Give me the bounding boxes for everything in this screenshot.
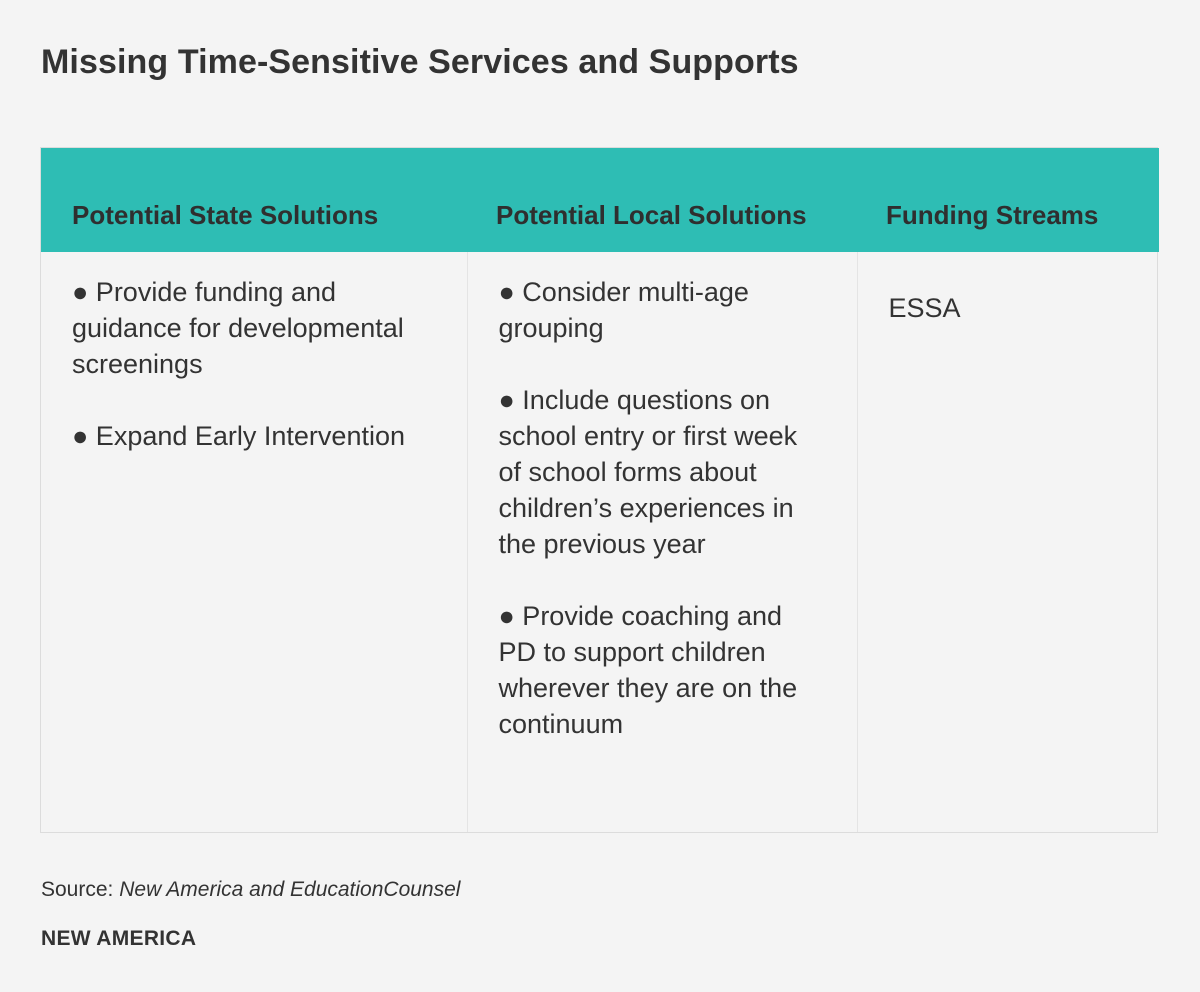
list-item: ESSA <box>888 293 961 323</box>
list-item: ● Include questions on school entry or first week of school forms about children’s experiences in the previous year <box>498 385 798 559</box>
solutions-table <box>40 147 1158 833</box>
cell-local-solutions <box>467 252 857 832</box>
source-value: New America and EducationCounsel <box>119 878 461 901</box>
table-header-row <box>41 148 1159 252</box>
list-item: ● Expand Early Intervention <box>72 421 405 451</box>
table-row <box>41 252 1159 832</box>
list-item: ● Consider multi-age grouping <box>498 277 749 343</box>
source-label: Source: <box>41 878 114 901</box>
source-note <box>41 876 460 904</box>
list-item: ● Provide coaching and PD to support children wherever they are on the continuum <box>498 601 798 739</box>
list-item: ● Provide funding and guidance for developmental screenings <box>72 277 404 379</box>
header-local-solutions: Potential Local Solutions <box>496 200 807 230</box>
header-state-solutions: Potential State Solutions <box>72 200 379 230</box>
header-funding-streams: Funding Streams <box>886 200 1099 230</box>
cell-state-solutions <box>41 252 467 832</box>
brand-logo-text: NEW AMERICA <box>41 927 197 950</box>
solutions-table-grid <box>41 148 1159 832</box>
page-title: Missing Time-Sensitive Services and Supports <box>41 43 799 81</box>
cell-funding-streams <box>857 252 1159 832</box>
